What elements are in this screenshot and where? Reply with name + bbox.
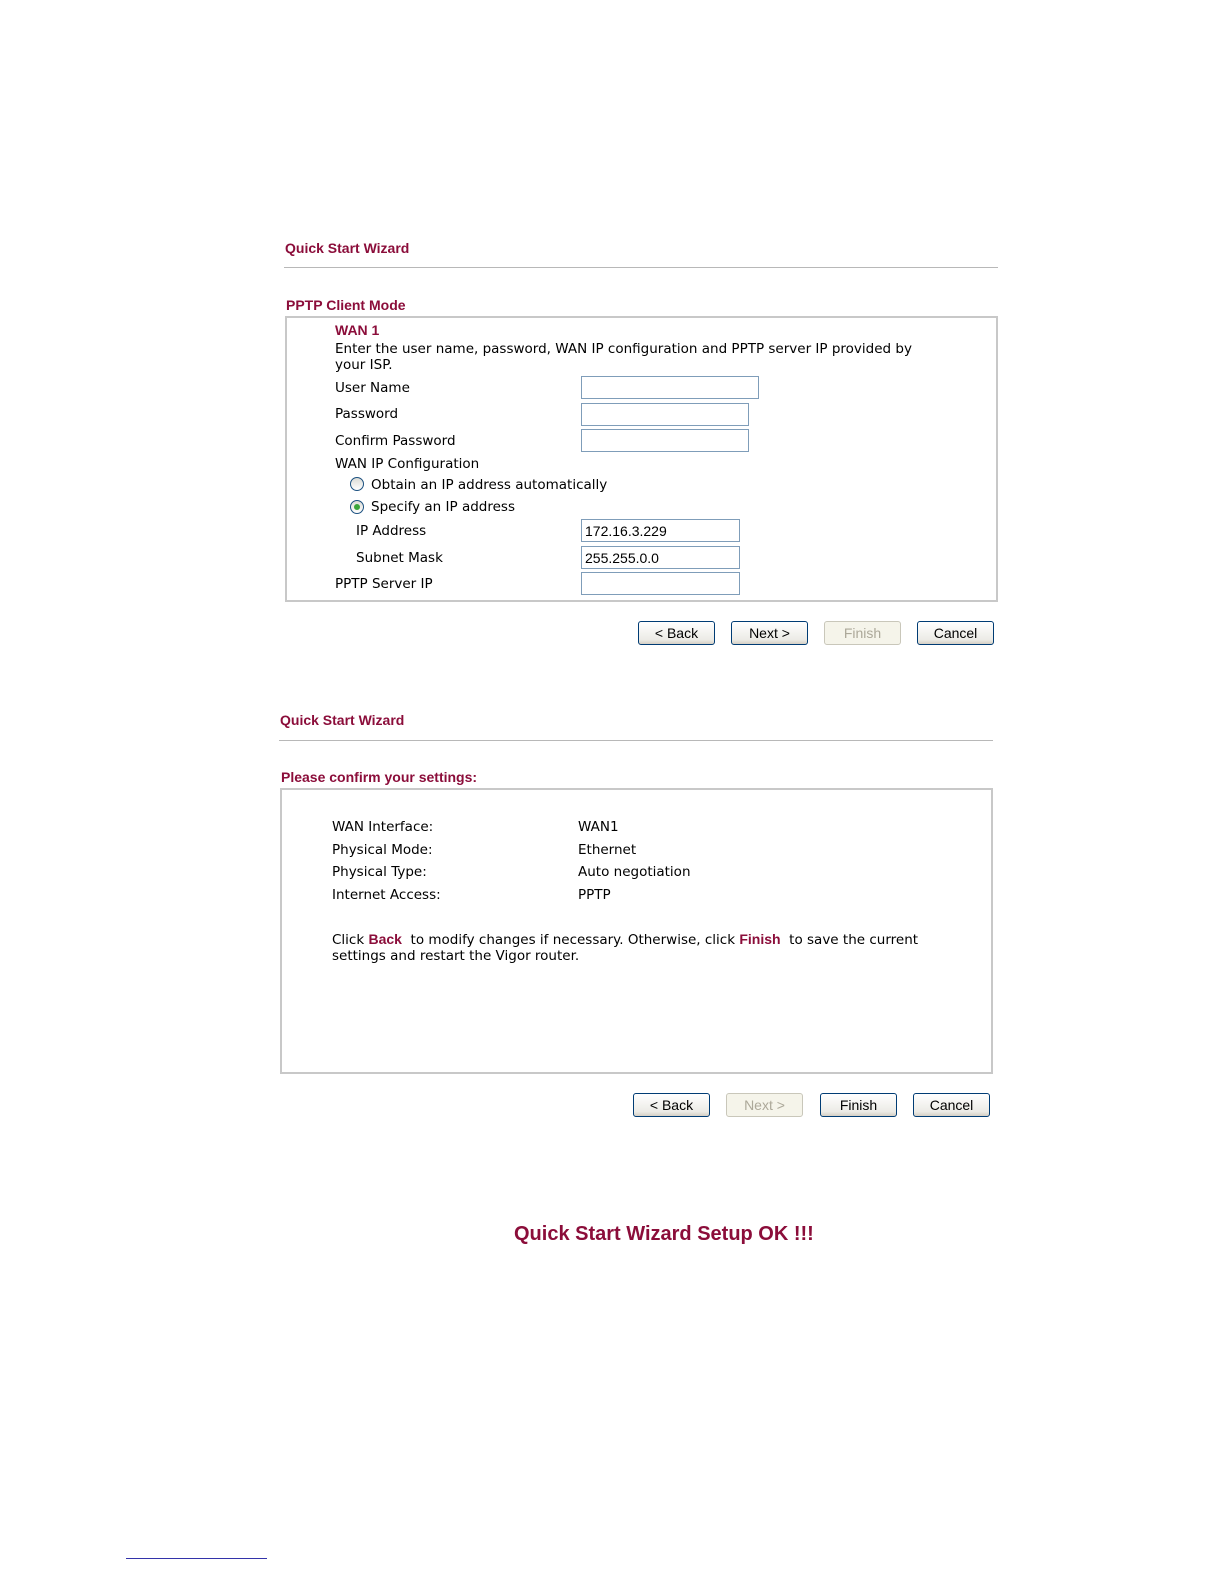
wizard1-finish-button: Finish: [824, 621, 901, 645]
note-finish-emphasis: Finish: [739, 931, 781, 947]
confirm-note-line2: settings and restart the Vigor router.: [332, 948, 580, 964]
wizard1-cancel-button[interactable]: Cancel: [917, 621, 994, 645]
pptp-server-input[interactable]: [581, 572, 740, 595]
subnet-mask-label: Subnet Mask: [356, 550, 443, 566]
radio-specify-ip[interactable]: [350, 500, 364, 514]
instructions-line1: Enter the user name, password, WAN IP configuration and PPTP server IP provided by: [335, 341, 912, 357]
wizard2-next-button: Next >: [726, 1093, 803, 1117]
pptp-server-label: PPTP Server IP: [335, 576, 433, 592]
wan-interface-value: WAN1: [578, 819, 619, 835]
ip-address-label: IP Address: [356, 523, 427, 539]
physical-type-value: Auto negotiation: [578, 864, 691, 880]
wizard2-back-button[interactable]: < Back: [633, 1093, 710, 1117]
wan-interface-label: WAN Interface:: [332, 819, 434, 835]
radio-obtain-auto-label: Obtain an IP address automatically: [371, 477, 608, 493]
confirm-note-line1: [332, 931, 918, 948]
user-name-input[interactable]: [581, 376, 759, 399]
physical-mode-value: Ethernet: [578, 842, 637, 858]
wan-heading: WAN 1: [335, 322, 380, 338]
wizard1-back-button[interactable]: < Back: [638, 621, 715, 645]
wizard1-next-button[interactable]: Next >: [731, 621, 808, 645]
wizard2-cancel-button[interactable]: Cancel: [913, 1093, 990, 1117]
wizard1-title: Quick Start Wizard: [285, 240, 410, 256]
wan-ip-config-label: WAN IP Configuration: [335, 456, 480, 472]
note-click-text: Click: [332, 932, 365, 948]
user-name-label: User Name: [335, 380, 410, 396]
wizard2-divider: [279, 740, 993, 741]
radio-specify-ip-label: Specify an IP address: [371, 499, 515, 515]
password-label: Password: [335, 406, 399, 422]
wizard2-finish-button[interactable]: Finish: [820, 1093, 897, 1117]
internet-access-label: Internet Access:: [332, 887, 441, 903]
subnet-mask-input[interactable]: [581, 546, 740, 569]
physical-type-label: Physical Type:: [332, 864, 427, 880]
confirm-password-label: Confirm Password: [335, 433, 456, 449]
wizard1-section-title: PPTP Client Mode: [286, 297, 406, 313]
note-end-text: to save the current: [789, 932, 919, 948]
internet-access-value: PPTP: [578, 887, 611, 903]
wizard1-divider: [284, 267, 998, 268]
note-mid-text: to modify changes if necessary. Otherwise, click: [410, 932, 736, 948]
password-input[interactable]: [581, 403, 749, 426]
radio-obtain-auto[interactable]: [350, 477, 364, 491]
note-back-emphasis: Back: [368, 931, 402, 947]
wizard2-section-title: Please confirm your settings:: [281, 769, 478, 785]
footnote-separator: [126, 1558, 267, 1559]
setup-ok-message: Quick Start Wizard Setup OK !!!: [514, 1223, 814, 1245]
physical-mode-label: Physical Mode:: [332, 842, 433, 858]
confirm-password-input[interactable]: [581, 429, 749, 452]
wizard2-title: Quick Start Wizard: [280, 712, 405, 728]
instructions-line2: your ISP.: [335, 357, 393, 373]
ip-address-input[interactable]: [581, 519, 740, 542]
